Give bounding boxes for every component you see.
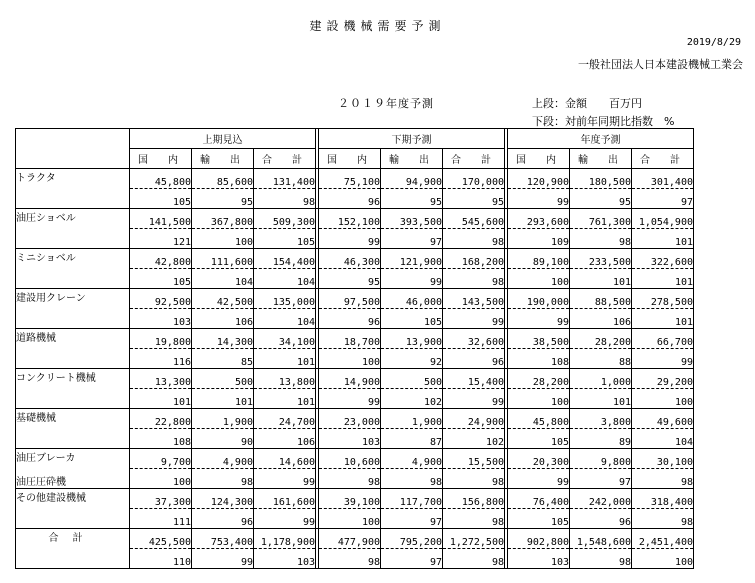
amount-cell: 154,400: [254, 249, 316, 269]
index-cell: 100: [192, 229, 254, 249]
amount-cell: 32,600: [443, 329, 505, 349]
index-cell: 99: [319, 229, 381, 249]
index-cell: 108: [508, 349, 570, 369]
index-cell: 99: [254, 469, 316, 489]
amount-cell: 761,300: [570, 209, 632, 229]
amount-cell: 13,300: [130, 369, 192, 389]
table-row-amount: [16, 329, 694, 349]
index-cell: 104: [632, 429, 694, 449]
category-name: その他建設機械: [16, 489, 130, 509]
index-cell: 99: [443, 309, 505, 329]
index-cell: 98: [570, 229, 632, 249]
index-cell: 102: [381, 389, 443, 409]
table-row-index: [16, 269, 694, 289]
amount-cell: 1,900: [381, 409, 443, 429]
category-name: 建設用クレーン: [16, 289, 130, 309]
category-name-line2: [16, 429, 130, 449]
amount-cell: 76,400: [508, 489, 570, 509]
index-cell: 99: [508, 189, 570, 209]
table-row-amount: [16, 289, 694, 309]
amount-cell: 3,800: [570, 409, 632, 429]
table-row-index: [16, 389, 694, 409]
index-cell: 105: [254, 229, 316, 249]
index-cell: 90: [192, 429, 254, 449]
amount-cell: 66,700: [632, 329, 694, 349]
amount-cell: 1,900: [192, 409, 254, 429]
amount-cell: 500: [192, 369, 254, 389]
amount-cell: 753,400: [192, 529, 254, 549]
period-header-h2: 下期予測: [319, 129, 505, 149]
table-row-amount: [16, 209, 694, 229]
amount-cell: 301,400: [632, 169, 694, 189]
index-cell: 99: [443, 389, 505, 409]
col-header-domestic: 国 内: [508, 149, 570, 169]
index-cell: 111: [130, 509, 192, 529]
amount-cell: 9,800: [570, 449, 632, 469]
period-header-h1: 上期見込: [130, 129, 316, 149]
index-cell: 100: [130, 469, 192, 489]
index-cell: 85: [192, 349, 254, 369]
amount-cell: 88,500: [570, 289, 632, 309]
amount-cell: 94,900: [381, 169, 443, 189]
amount-cell: 42,800: [130, 249, 192, 269]
table-row-index: [16, 509, 694, 529]
amount-cell: 131,400: [254, 169, 316, 189]
amount-cell: 38,500: [508, 329, 570, 349]
forecast-label: ２０１９年度予測: [338, 97, 434, 110]
table-row-index: [16, 429, 694, 449]
amount-cell: 500: [381, 369, 443, 389]
table-row-index: [16, 469, 694, 489]
index-cell: 99: [192, 549, 254, 569]
index-cell: 95: [443, 189, 505, 209]
col-header-domestic: 国 内: [130, 149, 192, 169]
amount-cell: 14,300: [192, 329, 254, 349]
amount-cell: 180,500: [570, 169, 632, 189]
amount-cell: 18,700: [319, 329, 381, 349]
index-cell: 98: [443, 269, 505, 289]
index-cell: 99: [508, 469, 570, 489]
amount-cell: 92,500: [130, 289, 192, 309]
amount-cell: 168,200: [443, 249, 505, 269]
col-header-export: 輸 出: [381, 149, 443, 169]
index-cell: 97: [381, 229, 443, 249]
col-header-export: 輸 出: [570, 149, 632, 169]
amount-cell: 37,300: [130, 489, 192, 509]
amount-cell: 13,900: [381, 329, 443, 349]
category-name-line2: 油圧圧砕機: [16, 469, 130, 489]
amount-cell: 233,500: [570, 249, 632, 269]
period-header-year: 年度予測: [508, 129, 694, 149]
amount-cell: 141,500: [130, 209, 192, 229]
amount-cell: 117,700: [381, 489, 443, 509]
category-name-line2: [16, 189, 130, 209]
amount-cell: 24,700: [254, 409, 316, 429]
amount-cell: 795,200: [381, 529, 443, 549]
index-cell: 100: [319, 509, 381, 529]
amount-cell: 120,900: [508, 169, 570, 189]
index-cell: 106: [570, 309, 632, 329]
index-cell: 103: [254, 549, 316, 569]
amount-cell: 75,100: [319, 169, 381, 189]
index-cell: 99: [508, 309, 570, 329]
amount-cell: 39,100: [319, 489, 381, 509]
category-name: 油圧ブレーカ: [16, 449, 130, 469]
index-cell: 104: [254, 269, 316, 289]
index-cell: 101: [632, 269, 694, 289]
table-row-index: [16, 349, 694, 369]
index-cell: 103: [130, 309, 192, 329]
index-cell: 105: [508, 509, 570, 529]
index-cell: 98: [192, 469, 254, 489]
index-cell: 98: [443, 229, 505, 249]
category-name: 基礎機械: [16, 409, 130, 429]
index-cell: 98: [319, 549, 381, 569]
amount-cell: 1,054,900: [632, 209, 694, 229]
amount-cell: 152,100: [319, 209, 381, 229]
index-cell: 101: [570, 389, 632, 409]
index-cell: 99: [381, 269, 443, 289]
index-cell: 104: [192, 269, 254, 289]
index-cell: 95: [570, 189, 632, 209]
amount-cell: 425,500: [130, 529, 192, 549]
table-row-index: [16, 229, 694, 249]
amount-cell: 34,100: [254, 329, 316, 349]
table-row-amount: [16, 489, 694, 509]
table-row-amount: [16, 249, 694, 269]
index-cell: 108: [130, 429, 192, 449]
category-name: コンクリート機械: [16, 369, 130, 389]
amount-cell: 143,500: [443, 289, 505, 309]
category-name: 油圧ショベル: [16, 209, 130, 229]
index-cell: 103: [508, 549, 570, 569]
amount-cell: 509,300: [254, 209, 316, 229]
amount-cell: 190,000: [508, 289, 570, 309]
amount-cell: 902,800: [508, 529, 570, 549]
amount-cell: 45,800: [508, 409, 570, 429]
period-header-row: [16, 129, 694, 149]
index-cell: 101: [570, 269, 632, 289]
index-cell: 104: [254, 309, 316, 329]
amount-cell: 89,100: [508, 249, 570, 269]
index-cell: 95: [319, 269, 381, 289]
index-cell: 89: [570, 429, 632, 449]
amount-cell: 278,500: [632, 289, 694, 309]
category-name: ミニショベル: [16, 249, 130, 269]
category-name-line2: [16, 229, 130, 249]
index-cell: 100: [508, 269, 570, 289]
amount-cell: 14,600: [254, 449, 316, 469]
index-cell: 102: [443, 429, 505, 449]
index-cell: 100: [319, 349, 381, 369]
index-cell: 87: [381, 429, 443, 449]
table-row-index: [16, 189, 694, 209]
table-body: [16, 169, 694, 569]
index-cell: 100: [632, 389, 694, 409]
index-cell: 96: [192, 509, 254, 529]
index-cell: 95: [192, 189, 254, 209]
col-header-domestic: 国 内: [319, 149, 381, 169]
category-name: 道路機械: [16, 329, 130, 349]
index-cell: 96: [319, 309, 381, 329]
index-cell: 98: [443, 469, 505, 489]
category-name: トラクタ: [16, 169, 130, 189]
index-cell: 121: [130, 229, 192, 249]
col-header-export: 輸 出: [192, 149, 254, 169]
amount-cell: 13,800: [254, 369, 316, 389]
index-cell: 101: [254, 349, 316, 369]
unit-note-amount: 上段：金額 百万円: [532, 97, 642, 110]
amount-cell: 23,000: [319, 409, 381, 429]
amount-cell: 10,600: [319, 449, 381, 469]
index-cell: 88: [570, 349, 632, 369]
table-row-amount: [16, 529, 694, 549]
index-cell: 105: [130, 189, 192, 209]
index-cell: 92: [381, 349, 443, 369]
amount-cell: 156,800: [443, 489, 505, 509]
index-cell: 105: [381, 309, 443, 329]
index-cell: 96: [319, 189, 381, 209]
table-row-index: [16, 309, 694, 329]
amount-cell: 545,600: [443, 209, 505, 229]
index-cell: 99: [632, 349, 694, 369]
index-cell: 97: [632, 189, 694, 209]
amount-cell: 9,700: [130, 449, 192, 469]
amount-cell: 28,200: [508, 369, 570, 389]
category-name-line2: [16, 389, 130, 409]
index-cell: 97: [381, 509, 443, 529]
index-cell: 101: [254, 389, 316, 409]
amount-cell: 29,200: [632, 369, 694, 389]
report-title: 建設機械需要予測: [309, 19, 446, 33]
index-cell: 98: [319, 469, 381, 489]
amount-cell: 24,900: [443, 409, 505, 429]
amount-cell: 15,500: [443, 449, 505, 469]
index-cell: 98: [632, 469, 694, 489]
index-cell: 106: [254, 429, 316, 449]
amount-cell: 1,272,500: [443, 529, 505, 549]
table-row-index: [16, 549, 694, 569]
table-row-amount: [16, 409, 694, 429]
index-cell: 101: [632, 229, 694, 249]
index-cell: 98: [443, 549, 505, 569]
category-name-line2: [16, 509, 130, 529]
index-cell: 98: [443, 509, 505, 529]
category-name-line2: [16, 309, 130, 329]
index-cell: 98: [254, 189, 316, 209]
category-name-line2: [16, 549, 130, 569]
index-cell: 101: [130, 389, 192, 409]
amount-cell: 170,000: [443, 169, 505, 189]
report-date: 2019/8/29: [686, 37, 741, 48]
amount-cell: 1,000: [570, 369, 632, 389]
index-cell: 110: [130, 549, 192, 569]
table-row-amount: [16, 449, 694, 469]
index-cell: 116: [130, 349, 192, 369]
col-header-total: 合 計: [632, 149, 694, 169]
amount-cell: 46,000: [381, 289, 443, 309]
amount-cell: 1,178,900: [254, 529, 316, 549]
header-blank: [16, 129, 130, 169]
amount-cell: 4,900: [381, 449, 443, 469]
index-cell: 95: [381, 189, 443, 209]
index-cell: 98: [570, 549, 632, 569]
amount-cell: 121,900: [381, 249, 443, 269]
index-cell: 98: [381, 469, 443, 489]
amount-cell: 293,600: [508, 209, 570, 229]
index-cell: 105: [508, 429, 570, 449]
amount-cell: 477,900: [319, 529, 381, 549]
index-cell: 97: [570, 469, 632, 489]
amount-cell: 318,400: [632, 489, 694, 509]
index-cell: 96: [570, 509, 632, 529]
index-cell: 101: [192, 389, 254, 409]
index-cell: 101: [632, 309, 694, 329]
amount-cell: 20,300: [508, 449, 570, 469]
amount-cell: 4,900: [192, 449, 254, 469]
table-row-amount: [16, 169, 694, 189]
col-header-total: 合 計: [254, 149, 316, 169]
amount-cell: 14,900: [319, 369, 381, 389]
forecast-table: [15, 128, 694, 569]
amount-cell: 85,600: [192, 169, 254, 189]
index-cell: 97: [381, 549, 443, 569]
index-cell: 106: [192, 309, 254, 329]
amount-cell: 393,500: [381, 209, 443, 229]
index-cell: 109: [508, 229, 570, 249]
amount-cell: 124,300: [192, 489, 254, 509]
index-cell: 96: [443, 349, 505, 369]
table-row-amount: [16, 369, 694, 389]
amount-cell: 367,800: [192, 209, 254, 229]
index-cell: 100: [632, 549, 694, 569]
category-name: 合計: [16, 529, 130, 549]
index-cell: 103: [319, 429, 381, 449]
amount-cell: 135,000: [254, 289, 316, 309]
index-cell: 98: [632, 509, 694, 529]
amount-cell: 19,800: [130, 329, 192, 349]
index-cell: 99: [254, 509, 316, 529]
amount-cell: 322,600: [632, 249, 694, 269]
index-cell: 105: [130, 269, 192, 289]
amount-cell: 49,600: [632, 409, 694, 429]
amount-cell: 42,500: [192, 289, 254, 309]
amount-cell: 15,400: [443, 369, 505, 389]
amount-cell: 45,800: [130, 169, 192, 189]
amount-cell: 97,500: [319, 289, 381, 309]
amount-cell: 46,300: [319, 249, 381, 269]
amount-cell: 2,451,400: [632, 529, 694, 549]
category-name-line2: [16, 269, 130, 289]
amount-cell: 22,800: [130, 409, 192, 429]
index-cell: 99: [319, 389, 381, 409]
organization-name: 一般社団法人日本建設機械工業会: [578, 58, 743, 71]
amount-cell: 242,000: [570, 489, 632, 509]
unit-note-index: 下段：対前年同期比指数 %: [532, 115, 675, 128]
amount-cell: 111,600: [192, 249, 254, 269]
category-name-line2: [16, 349, 130, 369]
amount-cell: 30,100: [632, 449, 694, 469]
amount-cell: 1,548,600: [570, 529, 632, 549]
col-header-total: 合 計: [443, 149, 505, 169]
amount-cell: 161,600: [254, 489, 316, 509]
amount-cell: 28,200: [570, 329, 632, 349]
index-cell: 100: [508, 389, 570, 409]
